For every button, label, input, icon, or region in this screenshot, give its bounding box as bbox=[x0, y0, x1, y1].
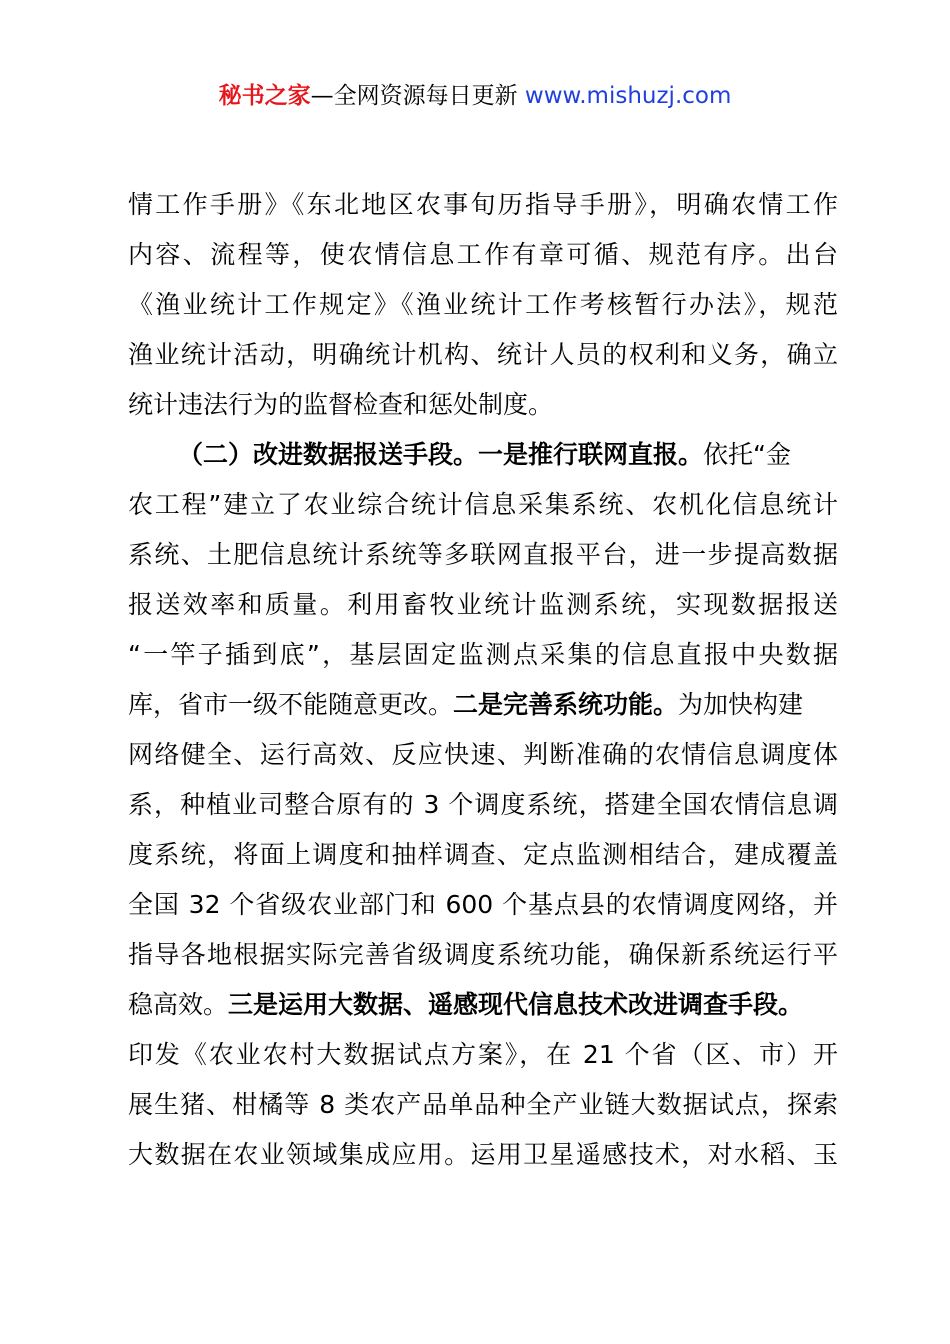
document-body bbox=[128, 180, 838, 1180]
text-line: 印发《农业农村大数据试点方案》，在 21 个省（区、市）开 bbox=[128, 1040, 838, 1069]
text-line: 指导各地根据实际完善省级调度系统功能，确保新系统运行平 bbox=[128, 940, 838, 969]
header-tagline: —全网资源每日更新 bbox=[310, 83, 518, 109]
site-url-link[interactable]: www.mishuzj.com bbox=[524, 83, 732, 109]
text-line: 展生猪、柑橘等 8 类农产品单品种全产业链大数据试点，探索 bbox=[128, 1090, 838, 1119]
page-header bbox=[0, 80, 950, 112]
text-line: 情工作手册》《东北地区农事旬历指导手册》，明确农情工作 bbox=[128, 190, 838, 219]
text-line: 《渔业统计工作规定》《渔业统计工作考核暂行办法》，规范 bbox=[128, 290, 838, 319]
point-heading-2: 二是完善系统功能。 bbox=[453, 690, 679, 719]
text-line: 内容、流程等，使农情信息工作有章可循、规范有序。出台 bbox=[128, 240, 838, 269]
text-line: 度系统，将面上调度和抽样调查、定点监测相结合，建成覆盖 bbox=[128, 840, 838, 869]
text-run: 为加快构建 bbox=[678, 690, 804, 719]
text-run: 库，省市一级不能随意更改。 bbox=[128, 690, 454, 719]
text-run: 依托“金 bbox=[703, 440, 791, 469]
point-heading-1: 一是推行联网直报。 bbox=[478, 440, 704, 469]
text-line bbox=[128, 980, 838, 1030]
text-line: 渔业统计活动，明确统计机构、统计人员的权利和义务，确立 bbox=[128, 340, 838, 369]
text-line: 系，种植业司整合原有的 3 个调度系统，搭建全国农情信息调 bbox=[128, 790, 838, 819]
text-line: 农工程”建立了农业综合统计信息采集系统、农机化信息统计 bbox=[128, 490, 838, 519]
text-run: 稳高效。 bbox=[128, 990, 229, 1019]
section-heading-line bbox=[128, 430, 838, 480]
brand-name: 秘书之家 bbox=[218, 83, 311, 109]
text-line: 网络健全、运行高效、反应快速、判断准确的农情信息调度体 bbox=[128, 740, 838, 769]
point-heading-3: 三是运用大数据、遥感现代信息技术改进调查手段。 bbox=[228, 990, 804, 1019]
text-line: 报送效率和质量。利用畜牧业统计监测系统，实现数据报送 bbox=[128, 590, 838, 619]
text-line bbox=[128, 680, 838, 730]
text-line: 系统、土肥信息统计系统等多联网直报平台，进一步提高数据 bbox=[128, 540, 838, 569]
text-line: 大数据在农业领域集成应用。运用卫星遥感技术，对水稻、玉 bbox=[128, 1140, 838, 1169]
text-line: 统计违法行为的监督检查和惩处制度。 bbox=[128, 390, 554, 419]
text-line: 全国 32 个省级农业部门和 600 个基点县的农情调度网络，并 bbox=[128, 890, 838, 919]
section-heading: （二）改进数据报送手段。 bbox=[178, 440, 479, 469]
text-line: “一竿子插到底”，基层固定监测点采集的信息直报中央数据 bbox=[128, 640, 838, 669]
